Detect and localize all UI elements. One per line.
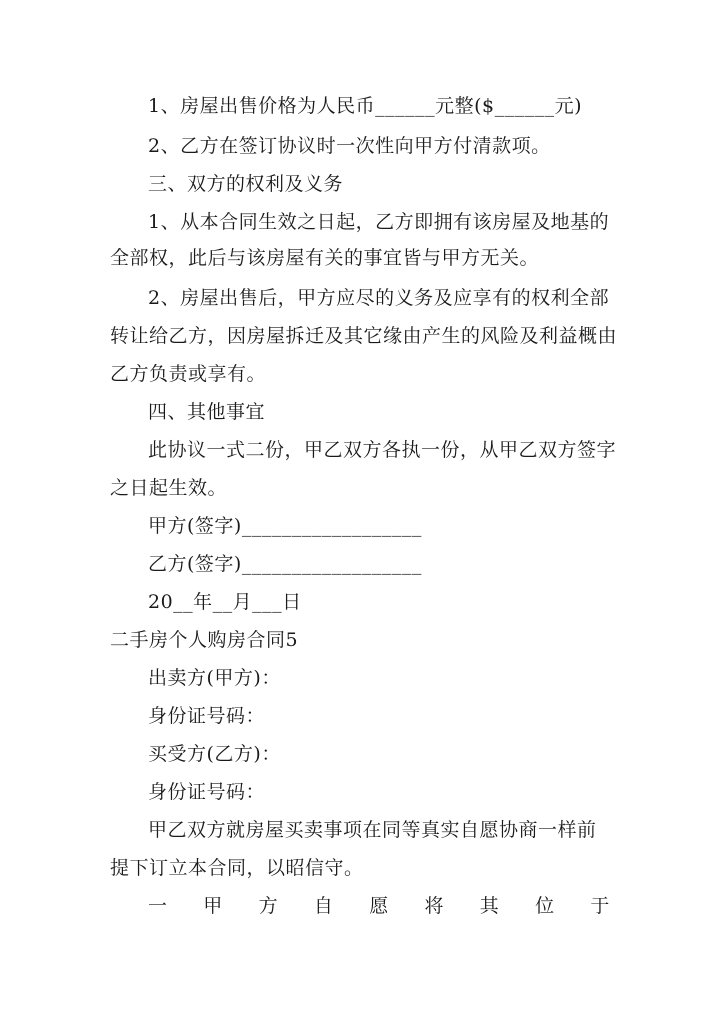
payment-clause: 2、乙方在签订协议时一次性向甲方付清款项。 — [148, 135, 551, 157]
contract-title: 二手房个人购房合同5 — [110, 629, 299, 651]
spread-char: 其 — [479, 895, 500, 917]
rights-clause-2-line-1: 2、房屋出售后，甲方应尽的义务及应享有的权利全部 — [148, 287, 610, 309]
copies-clause-line-1: 此协议一式二份，甲乙双方各执一份，从甲乙双方签字 — [148, 439, 617, 461]
party-a-signature-line: 甲方(签字)__________________ — [148, 515, 422, 537]
spread-char: 一 — [148, 895, 168, 917]
section-heading-other: 四、其他事宜 — [148, 401, 266, 423]
spread-char: 愿 — [369, 895, 389, 917]
seller-label: 出卖方(甲方)： — [148, 667, 281, 689]
preamble-line-2: 提下订立本合同，以昭信守。 — [110, 857, 364, 879]
rights-clause-1-line-2: 全部权，此后与该房屋有关的事宜皆与甲方无关。 — [110, 247, 540, 269]
price-clause: 1、房屋出售价格为人民币______元整($______元) — [148, 95, 583, 117]
date-line: 20__年__月___日 — [148, 591, 302, 613]
buyer-id-label: 身份证号码： — [148, 781, 266, 803]
section-heading-rights: 三、双方的权利及义务 — [148, 173, 344, 195]
spread-char: 于 — [590, 895, 610, 917]
rights-clause-2-line-3: 乙方负责或享有。 — [110, 363, 267, 385]
rights-clause-1-line-1: 1、从本合同生效之日起，乙方即拥有该房屋及地基的 — [148, 211, 610, 233]
seller-id-label: 身份证号码： — [148, 705, 266, 727]
property-clause-line — [110, 894, 610, 918]
party-b-signature-line: 乙方(签字)__________________ — [148, 553, 422, 575]
copies-clause-line-2: 之日起生效。 — [110, 477, 228, 499]
spread-char: 甲 — [203, 895, 223, 917]
spread-char: 自 — [313, 895, 334, 917]
buyer-label: 买受方(乙方)： — [148, 743, 281, 765]
rights-clause-2-line-2: 转让给乙方，因房屋拆迁及其它缘由产生的风险及利益概由 — [110, 325, 618, 347]
spread-char: 将 — [424, 895, 444, 917]
spread-char: 位 — [535, 895, 555, 917]
preamble-line-1: 甲乙双方就房屋买卖事项在同等真实自愿协商一样前 — [148, 819, 597, 841]
spread-char: 方 — [258, 895, 279, 917]
